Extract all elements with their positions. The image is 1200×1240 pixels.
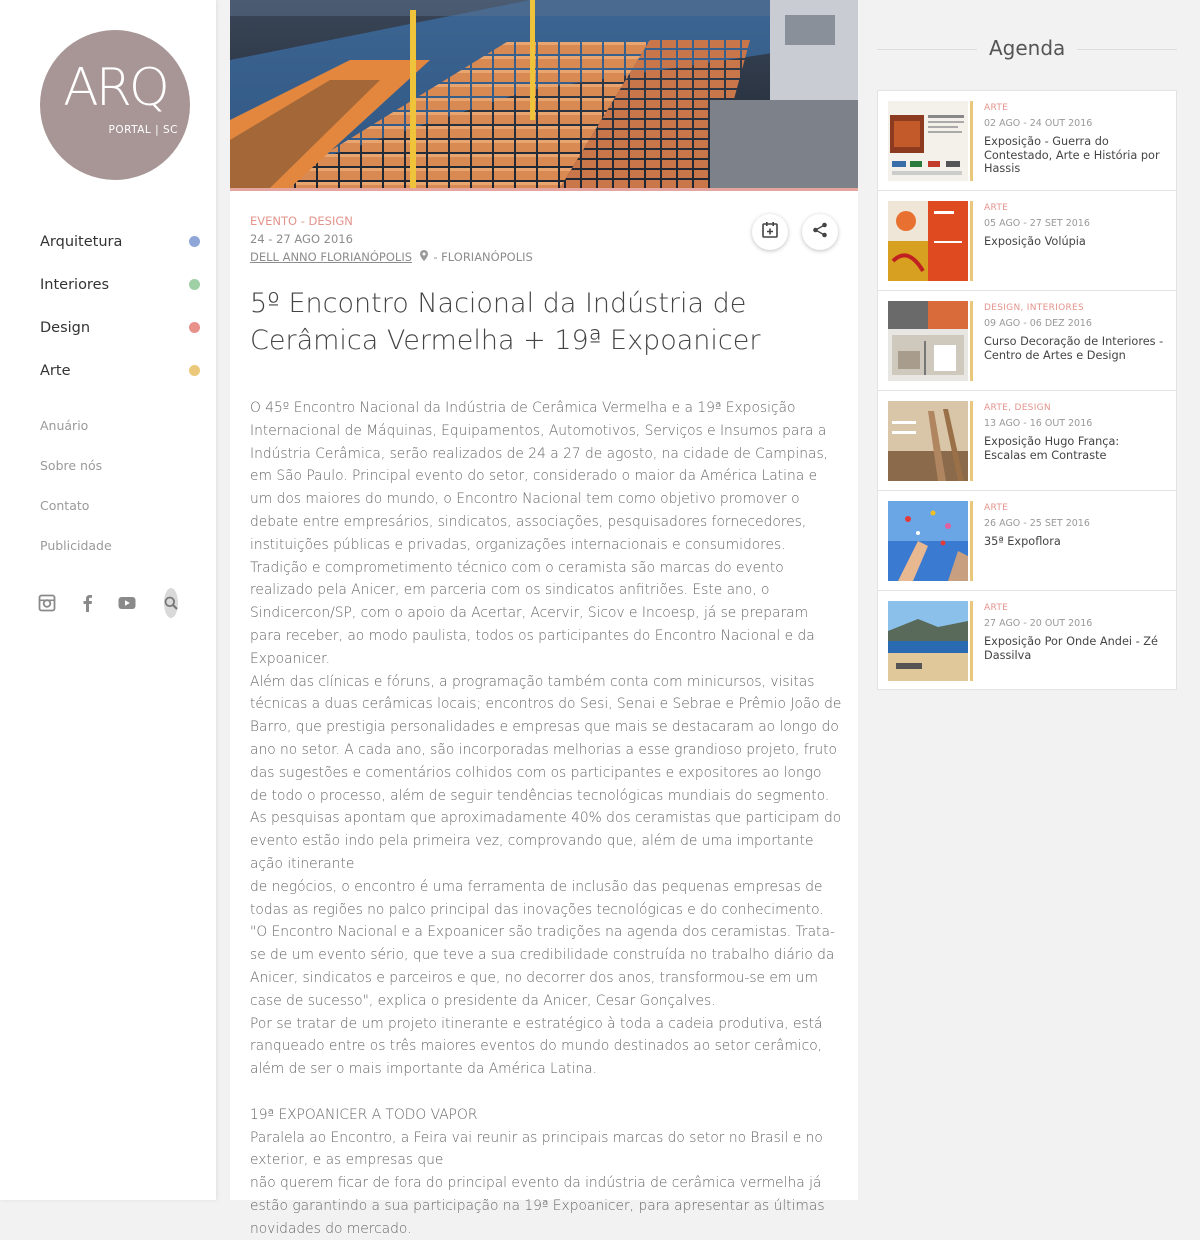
nav-item-arquitetura[interactable] [40, 220, 200, 263]
agenda-category: DESIGN, INTERIORES [984, 303, 1085, 313]
agenda-thumbnail[interactable] [888, 301, 968, 381]
agenda-list [877, 90, 1177, 690]
agenda-item[interactable] [878, 491, 1176, 591]
agenda-item[interactable] [878, 291, 1176, 391]
social-links [38, 588, 200, 618]
agenda-item[interactable] [878, 391, 1176, 491]
agenda-category: ARTE, DESIGN [984, 403, 1051, 413]
location-pin-icon [420, 248, 428, 266]
article-paragraph: Por se tratar de um projeto itinerante e estratégico à toda a cadeia produtiva, está ranqueado entre os três maiores eventos do mundo destinados ao setor cerâmico, além de ser o mais importante da América Latina. [250, 1015, 823, 1078]
category-bar [970, 501, 973, 581]
agenda-heading: Agenda [989, 36, 1066, 60]
nav-dot [189, 365, 200, 376]
article-subheading: 19ª EXPOANICER A TODO VAPOR [250, 1106, 478, 1123]
arq-logo[interactable] [40, 30, 190, 180]
article-title: 5º Encontro Nacional da Indústria de Cerâmica Vermelha + 19ª Expoanicer [250, 288, 761, 356]
agenda-category: ARTE [984, 103, 1009, 113]
nav-contato[interactable]: Contato [40, 498, 90, 513]
search-icon[interactable] [164, 588, 178, 618]
hero-divider [230, 188, 858, 191]
main-nav [40, 220, 200, 392]
article-paragraph: de negócios, o encontro é uma ferramenta de inclusão das pequenas empresas de todas as regiões no palco principal das inovações tecnológicas e do conhecimento. "O Encontro Nacional e a Expoanicer são tradições na agenda dos ceramistas. Trata-se de um evento sério, que teve a sua credibilidade construída no trabalho diário da Anicer, sindicatos e parceiros e que, no decorrer dos anos, transformou-se em um case de sucesso", explica o presidente da Anicer, Cesar Gonçalves. [250, 878, 835, 1009]
agenda-item[interactable] [878, 191, 1176, 291]
category-bar [970, 301, 973, 381]
article-actions [738, 214, 838, 250]
article-body [250, 397, 842, 1240]
agenda-thumbnail[interactable] [888, 101, 968, 181]
agenda-title[interactable]: Exposição Volúpia [984, 235, 1086, 248]
hero-image [230, 0, 858, 188]
article-paragraph: O 45º Encontro Nacional da Indústria de Cerâmica Vermelha e a 19ª Exposição Internacional de Máquinas, Equipamentos, Automotivos, Serviços e Insumos para a Indústria Cerâmica, serão realizados de 24 a 27 de agosto, na cidade de Campinas, em São Paulo. Principal evento do setor, considerado o maior da América Latina e um dos maiores do mundo, o Encontro Nacional tem como objetivo promover o debate entre empresários, sindicatos, associações, pesquisadores fornecedores, instituições públicas e privadas, organizações internacionais e consumidores. [250, 400, 829, 553]
article-paragraph: Tradição e comprometimento técnico com o ceramista são marcas do evento realizado pela Anicer, em parceria com os sindicatos anfitriões. Este ano, o Sindicercon/SP, com o apoio da Acertar, Acervir, Sicov e Incoesp, já se preparam para receber, ao modo paulista, todos os participantes do Encontro Nacional e da Expoanicer. [250, 559, 815, 667]
share-button[interactable] [802, 214, 838, 250]
category-bar [970, 101, 973, 181]
category-bar [970, 601, 973, 681]
agenda-thumbnail[interactable] [888, 601, 968, 681]
nav-label: Interiores [40, 276, 110, 293]
agenda-date: 09 AGO - 06 DEZ 2016 [984, 318, 1092, 329]
agenda-title[interactable]: Curso Decoração de Interiores - Centro de Artes e Design [984, 335, 1164, 362]
nav-publicidade[interactable]: Publicidade [40, 538, 112, 553]
nav-label: Design [40, 319, 91, 336]
secondary-nav [40, 410, 200, 570]
agenda-item[interactable] [878, 91, 1176, 191]
agenda-title[interactable]: Exposição Por Onde Andei - Zé Dassilva [984, 635, 1158, 662]
share-icon [812, 222, 828, 242]
agenda-thumbnail[interactable] [888, 401, 968, 481]
agenda-title[interactable]: Exposição - Guerra do Contestado, Arte e História por Hassis [984, 135, 1160, 175]
article-paragraph: Além das clínicas e fóruns, a programação também conta com minicursos, visitas técnicas a duas cerâmicas locais; encontros do Sesi, Senai e Sebrae e Prêmio João de Barro, que prestigia personalidades e empresas que mais se destacaram ao longo do ano no setor. A cada ano, são incorporadas melhorias a esse grandioso projeto, fruto das sugestões e comentários colhidos com os participantes e expositores ao longo de todo o processo, além de seguir tendências tecnológicas mundiais do segmento. As pesquisas apontam que aproximadamente 40% dos ceramistas que participam do evento estão indo pela primeira vez, comprovando que, além de uma importante ação itinerante [250, 673, 842, 872]
instagram-icon[interactable] [38, 593, 56, 613]
agenda-date: 27 AGO - 20 OUT 2016 [984, 618, 1093, 629]
agenda-date: 05 AGO - 27 SET 2016 [984, 218, 1090, 229]
agenda-date: 02 AGO - 24 OUT 2016 [984, 118, 1093, 129]
nav-item-design[interactable] [40, 306, 200, 349]
paragraph-gap [250, 1081, 842, 1104]
agenda-header [877, 0, 1177, 100]
agenda-date: 13 AGO - 16 OUT 2016 [984, 418, 1093, 429]
category-bar [970, 401, 973, 481]
nav-dot [189, 322, 200, 333]
youtube-icon[interactable] [118, 593, 136, 613]
agenda-category: ARTE [984, 203, 1009, 213]
agenda-thumbnail[interactable] [888, 501, 968, 581]
sidebar [0, 0, 216, 1200]
nav-item-interiores[interactable] [40, 263, 200, 306]
nav-label: Arte [40, 362, 71, 379]
nav-item-arte[interactable] [40, 349, 200, 392]
event-meta [250, 212, 533, 266]
article-paragraph: não querem ficar de fora do principal evento da indústria de cerâmica vermelha já estão garantindo a sua participação na 19ª Expoanicer, para apresentar as últimas novidades do mercado. [250, 1175, 825, 1237]
agenda-sidebar [877, 0, 1177, 662]
agenda-thumbnail[interactable] [888, 201, 968, 281]
agenda-item[interactable] [878, 591, 1176, 689]
venue-link[interactable]: DELL ANNO FLORIANÓPOLIS [250, 250, 413, 264]
facebook-icon[interactable] [81, 593, 93, 613]
add-to-calendar-button[interactable] [752, 214, 788, 250]
event-venue [250, 248, 533, 266]
event-category: EVENTO - DESIGN [250, 214, 353, 228]
agenda-category: ARTE [984, 603, 1009, 613]
agenda-title[interactable]: Exposição Hugo França: Escalas em Contraste [984, 435, 1120, 462]
logo-subtext: PORTAL | SC [108, 124, 178, 136]
article-paragraph: Paralela ao Encontro, a Feira vai reunir as principais marcas do setor no Brasil e no exterior, e as empresas que [250, 1129, 823, 1169]
agenda-date: 26 AGO - 25 SET 2016 [984, 518, 1090, 529]
calendar-add-icon [761, 221, 779, 243]
event-city: - FLORIANÓPOLIS [433, 250, 533, 264]
nav-anuario[interactable]: Anuário [40, 418, 89, 433]
logo-text: ARQ [63, 58, 167, 118]
nav-dot [189, 279, 200, 290]
nav-dot [189, 236, 200, 247]
nav-sobre-nos[interactable]: Sobre nós [40, 458, 103, 473]
event-date: 24 - 27 AGO 2016 [250, 232, 353, 246]
nav-label: Arquitetura [40, 233, 123, 250]
divider [1077, 49, 1177, 50]
agenda-title[interactable]: 35ª Expoflora [984, 535, 1061, 548]
category-bar [970, 201, 973, 281]
divider [877, 49, 977, 50]
agenda-category: ARTE [984, 503, 1009, 513]
article [230, 0, 858, 1237]
